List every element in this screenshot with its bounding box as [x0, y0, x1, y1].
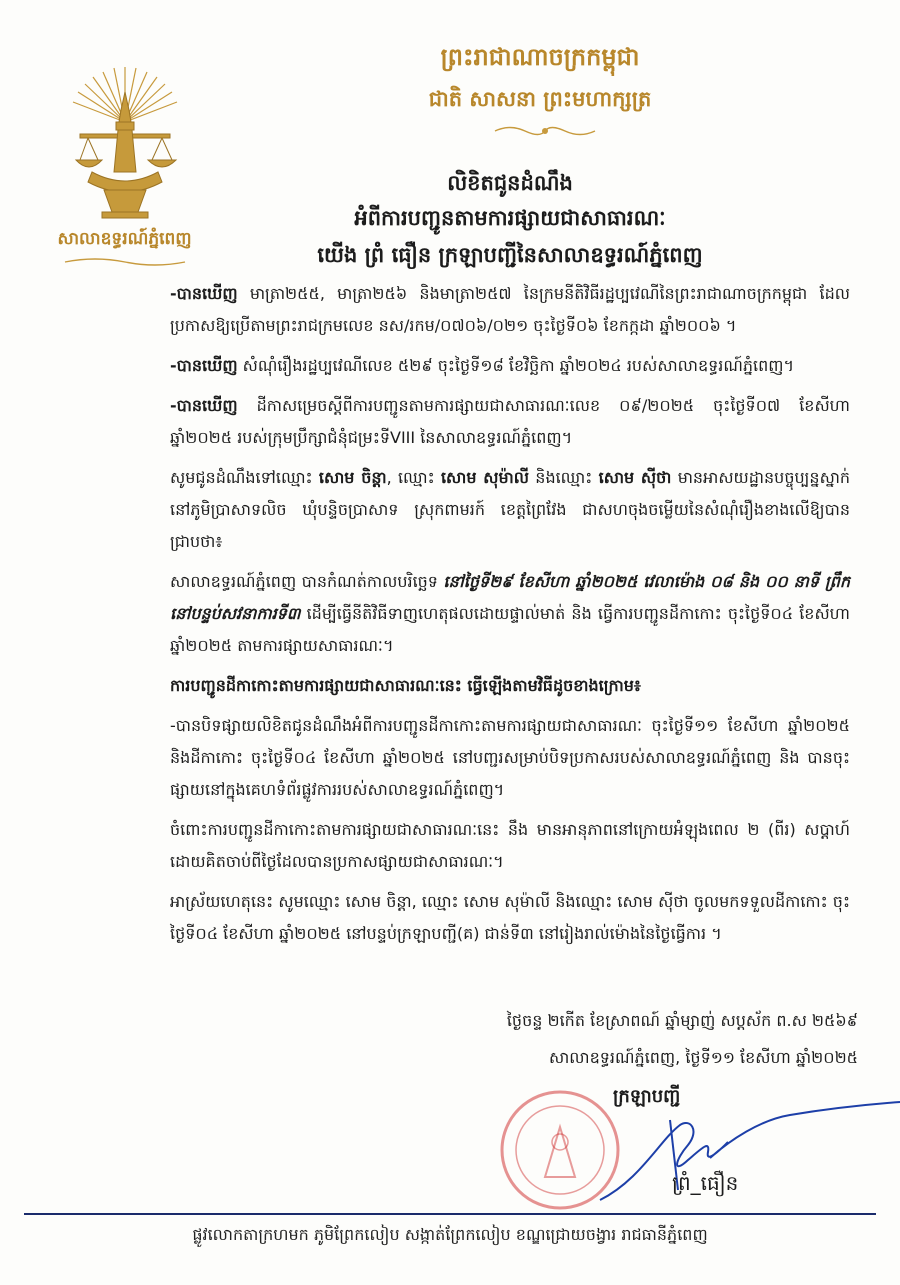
party-name: សោម សុម៉ាលី: [440, 468, 529, 487]
notice-title: លិខិតជូនដំណឹង: [447, 171, 573, 195]
signer-role: ក្រឡាបញ្ជី: [613, 1086, 681, 1107]
notice-subject: អំពីការបញ្ជូនតាមការផ្សាយជាសាធារណៈ: [354, 206, 666, 230]
paragraph-text: មានអាសយដ្ឋានបច្ចុប្បន្នស្នាក់នៅភូមិប្រាសាទលិច ឃុំបន្ទិចប្រាសាទ ស្រុកពាមរក៍ ខេត្តព្រៃវែង ជាសហចុងចម្លើយនៃសំណុំរឿងខាងលើឱ្យបានជ្រាបថា៖: [170, 468, 851, 551]
place-and-date: សាលាឧទ្ធរណ៍ភ្នំពេញ, ថ្ងៃទី១១ ខែសីហា ឆ្នាំ២០២៥: [548, 1048, 858, 1067]
signer-name: ព្រំ_ធឿន: [672, 1171, 739, 1195]
motto-flourish: [490, 122, 600, 140]
court-emblem-icon: [58, 62, 193, 227]
court-name-flourish: [60, 255, 190, 269]
kingdom-heading: ព្រះរាជាណាចក្រកម្ពុជា: [440, 43, 640, 71]
paragraph-text: និងឈ្មោះ: [529, 468, 599, 487]
lunar-date: ថ្ងៃចន្ទ ២កើត ខែស្រាពណ៍ ឆ្នាំម្សាញ់ សប្តស័ក ព.ស ២៥៦៩: [506, 1011, 858, 1030]
paragraph-text: , ឈ្មោះ: [386, 468, 441, 487]
paragraph-posting: -បានបិទផ្សាយលិខិតជូនដំណឹងអំពីការបញ្ជូនដីកាកោះតាមការផ្សាយជាសាធារណៈ ចុះថ្ងៃទី១១ ខែសីហា ឆ្នាំ២០២៥ និងដីកាកោះ ចុះថ្ងៃទី០៤ ខែសីហា ឆ្នាំ២០២៥ នៅបញ្ជរសម្រាប់បិទប្រកាសរបស់សាលាឧទ្ធរណ៍ភ្នំពេញ និង បានចុះផ្សាយនៅក្នុងគេហទំព័រផ្លូវការរបស់សាលាឧទ្ធរណ៍ភ្នំពេញ។: [170, 716, 850, 799]
paragraph-legal-basis-1: [170, 278, 850, 342]
paragraph-text: សាលាឧទ្ធរណ៍ភ្នំពេញ បានកំណត់កាលបរិច្ឆេទ: [170, 572, 444, 591]
seen-label: -បានឃើញ: [170, 396, 238, 415]
seen-label: -បានឃើញ: [170, 284, 238, 303]
paragraph-text: ដើម្បីធ្វើនីតិវិធីទាញហេតុផលដោយផ្ទាល់មាត់ និង ធ្វើការបញ្ជូនដីកាកោះ ចុះថ្ងៃទី០៤ ខែសីហា ឆ្នាំ២០២៥ តាមការផ្សាយសាធារណៈ។: [170, 604, 850, 655]
paragraph-text: ដីកាសម្រេចស្តីពីការបញ្ជូនតាមការផ្សាយជាសាធារណៈលេខ ០៩/២០២៥ ចុះថ្ងៃទី០៧ ខែសីហា ឆ្នាំ២០២៥ របស់ក្រុមប្រឹក្សាជំនុំជម្រះទីVIII នៃសាលាឧទ្ធរណ៍ភ្នំពេញ។: [170, 396, 850, 447]
hearing-datetime: នៅថ្ងៃទី២៩ ខែសីហា ឆ្នាំ២០២៥ វេលាម៉ោង ០៨ និង ០០ នាទី ព្រឹក នៅបន្ទប់សវនាការទី៣: [170, 572, 851, 623]
seen-label: -បានឃើញ: [170, 356, 238, 375]
footer-address: ផ្លូវលោកតាក្រហមក ភូមិព្រែកលៀប សង្កាត់ព្រែកលៀប ខណ្ឌជ្រោយចង្វារ រាជធានីភ្នំពេញ: [192, 1225, 708, 1244]
paragraph-text: មាត្រា២៥៥, មាត្រា២៥៦ និងមាត្រា២៥៧ នៃក្រមនីតិវិធីរដ្ឋប្បវេណីនៃព្រះរាជាណាចក្រកម្ពុជា ដែលប្រកាសឱ្យប្រើតាមព្រះរាជក្រមលេខ នស/រកម/០៧០៦/០២១ ចុះថ្ងៃទី០៦ ខែកក្កដា ឆ្នាំ២០០៦ ។: [170, 284, 850, 335]
national-motto: ជាតិ សាសនា ព្រះមហាក្សត្រ: [428, 87, 652, 111]
footer-divider: [24, 1213, 876, 1215]
paragraph-method-heading: [170, 670, 850, 702]
notice-issuer: យើង ព្រំ ធឿន ក្រឡាបញ្ជីនៃសាលាឧទ្ធរណ៍ភ្នំពេញ: [317, 243, 703, 267]
paragraph-notice-parties: [170, 462, 850, 558]
notice-body: [170, 278, 850, 958]
paragraph-text: សំណុំរឿងរដ្ឋប្បវេណីលេខ ៥២៩ ចុះថ្ងៃទី១៨ ខែវិច្ឆិកា ឆ្នាំ២០២៤ របស់សាលាឧទ្ធរណ៍ភ្នំពេញ។: [237, 356, 795, 375]
court-name: សាលាឧទ្ធរណ៍ភ្នំពេញ: [57, 229, 192, 249]
paragraph-legal-basis-2: [170, 350, 850, 382]
party-name: សោម ចិន្តា: [318, 468, 387, 487]
paragraph-effect: ចំពោះការបញ្ជូនដីកាកោះតាមការផ្សាយជាសាធារណៈនេះ នឹង មានអានុភាពនៅក្រោយអំឡុងពេល ២ (ពីរ) សប្តាហ៍ ដោយគិតចាប់ពីថ្ងៃដែលបានប្រកាសផ្សាយជាសាធារណៈ។: [170, 820, 850, 871]
paragraph-legal-basis-3: [170, 390, 850, 454]
party-name: សោម ស៊ីថា: [598, 468, 672, 487]
method-heading: ការបញ្ជូនដីកាកោះតាមការផ្សាយជាសាធារណៈនេះ ធ្វើឡើងតាមវិធីដូចខាងក្រោម៖: [170, 676, 641, 695]
paragraph-request: អាស្រ័យហេតុនេះ សូមឈ្មោះ សោម ចិន្តា, ឈ្មោះ សោម សុម៉ាលី និងឈ្មោះ សោម ស៊ីថា ចូលមកទទួលដីកាកោះ ចុះថ្ងៃទី០៤ ខែសីហា ឆ្នាំ២០២៥ នៅបន្ទប់ក្រឡាបញ្ជី(គ) ជាន់ទី៣ នៅរៀងរាល់ម៉ោងនៃថ្ងៃធ្វើការ ។: [170, 892, 850, 943]
paragraph-hearing-date: [170, 566, 850, 662]
paragraph-text: សូមជូនដំណឹងទៅឈ្មោះ: [170, 468, 319, 487]
